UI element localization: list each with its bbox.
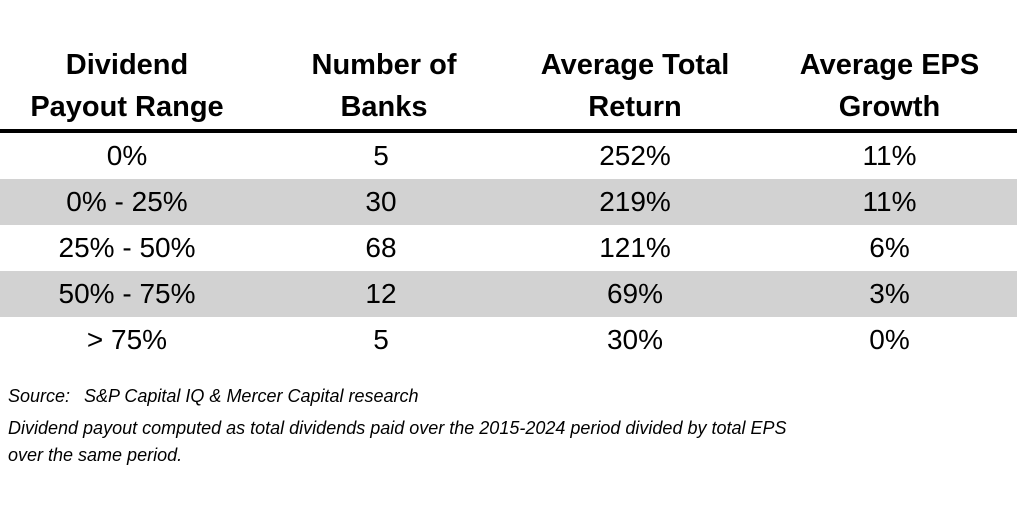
table-row (0, 225, 1017, 271)
cell-number-of-banks: 30 (365, 186, 397, 217)
header-line: Number of (311, 49, 457, 81)
header-line: Average EPS (799, 49, 980, 81)
cell-average-eps-growth: 0% (869, 324, 910, 355)
methodology-line: over the same period. (8, 445, 183, 465)
header-line: Return (588, 91, 682, 123)
cell-payout-range: 0% - 25% (66, 186, 188, 217)
cell-number-of-banks: 12 (365, 278, 397, 309)
table-row (0, 179, 1017, 225)
cell-number-of-banks: 5 (373, 140, 389, 171)
table-row (0, 133, 1017, 179)
cell-average-total-return: 69% (606, 278, 664, 309)
methodology-line: Dividend payout computed as total dividends paid over the 2015-2024 period divided by total EPS (8, 418, 787, 438)
cell-average-eps-growth: 11% (862, 186, 917, 217)
table-row (0, 271, 1017, 317)
dividend-payout-table (0, 44, 1017, 363)
cell-average-eps-growth: 3% (869, 278, 910, 309)
cell-average-total-return: 252% (599, 140, 671, 171)
cell-average-total-return: 30% (606, 324, 664, 355)
cell-number-of-banks: 5 (373, 324, 389, 355)
cell-number-of-banks: 68 (365, 232, 397, 263)
header-line: Dividend (65, 49, 189, 81)
header-number-of-banks (254, 44, 508, 129)
table-body (0, 133, 1017, 363)
header-average-total-return (508, 44, 762, 129)
cell-payout-range: 0% (106, 140, 148, 171)
header-average-eps-growth (762, 44, 1017, 129)
cell-payout-range: > 75% (86, 324, 168, 355)
table-row (0, 317, 1017, 363)
header-line: Banks (340, 91, 428, 123)
source-label: Source: (8, 386, 71, 406)
table-header-row (0, 44, 1017, 133)
cell-average-eps-growth: 6% (869, 232, 910, 263)
header-dividend-payout-range (0, 44, 254, 129)
methodology-note (8, 415, 998, 469)
cell-average-total-return: 121% (599, 232, 671, 263)
header-line: Payout Range (30, 91, 224, 123)
source-text: S&P Capital IQ & Mercer Capital research (84, 386, 419, 406)
cell-average-total-return: 219% (599, 186, 671, 217)
source-note (8, 383, 998, 410)
header-line: Growth (838, 91, 941, 123)
header-line: Average Total (540, 49, 730, 81)
cell-average-eps-growth: 11% (862, 140, 917, 171)
cell-payout-range: 50% - 75% (58, 278, 196, 309)
table-footnotes (8, 383, 998, 469)
cell-payout-range: 25% - 50% (58, 232, 196, 263)
